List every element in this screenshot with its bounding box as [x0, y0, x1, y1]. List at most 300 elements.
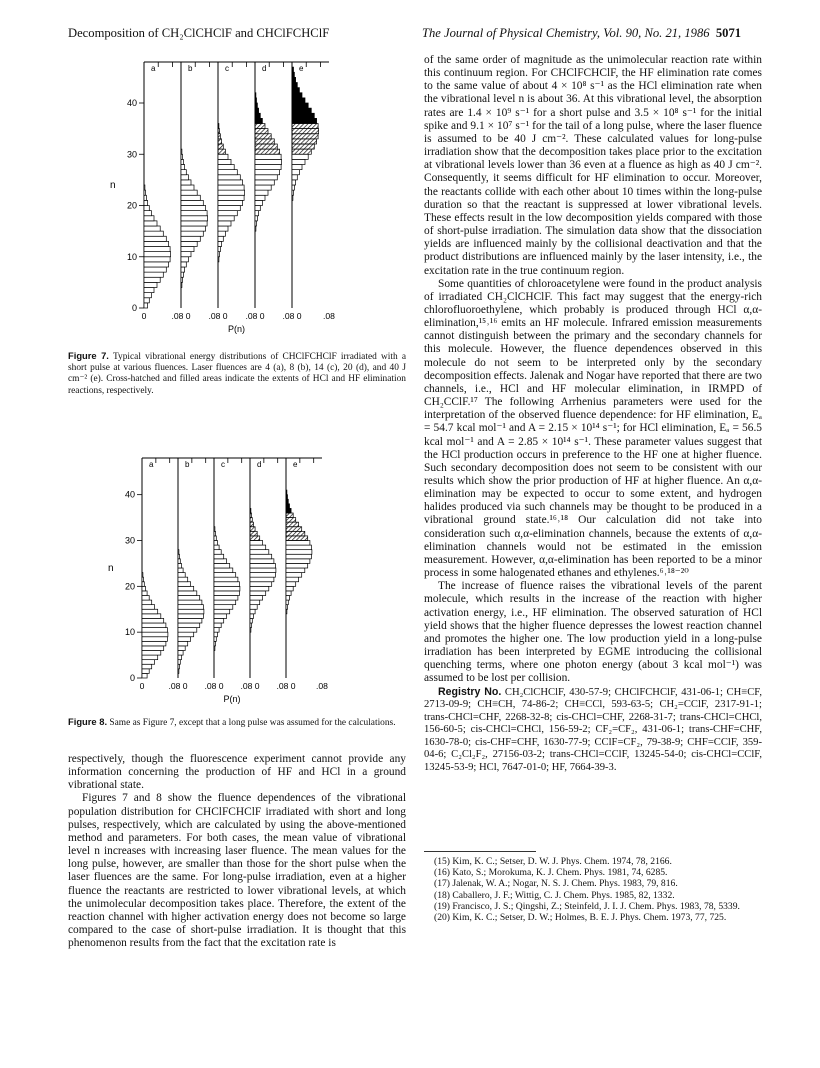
histogram-bar — [255, 113, 260, 118]
page-number: 5071 — [715, 26, 742, 40]
references-rule — [424, 851, 536, 852]
histogram-bar — [286, 522, 299, 527]
histogram-bar — [255, 154, 281, 159]
histogram-bar — [218, 139, 222, 144]
histogram-bar — [178, 651, 183, 656]
x-tick-label: .08 0 — [168, 681, 188, 691]
histogram-bar — [218, 211, 237, 216]
histogram-bar — [218, 216, 234, 221]
histogram-bar — [181, 195, 200, 200]
histogram-bar — [250, 614, 254, 619]
histogram-bar — [292, 67, 294, 72]
histogram-bar — [144, 226, 160, 231]
histogram-bar — [144, 262, 169, 267]
panel-label: e — [293, 460, 298, 469]
histogram-bar — [255, 200, 262, 205]
histogram-bar — [286, 508, 291, 513]
panel-label: c — [225, 64, 229, 73]
histogram-bar — [178, 641, 188, 646]
registry-text: CH₂ClCHClF, 430-57-9; CHClFCHClF, 431-06-1; CH≡CF, 2713-09-9; CH≡CH, 74-86-2; CH≡CCl, 593-63-5; CH₂=CClF, 2317-91-1; trans-CHCl=CHF, 2268-32-8; cis-CHCl=CHF, 2268-31-7; trans-CHCl=CHCl, 156-60-5; cis-CHCl=CHCl, 156-59-2; CF₂=CF₂, 431-06-1; trans-CHF=CHF, 1630-78-0; cis-CHF=CHF, 1630-77-9; CClF=CF₂, 79-38-9; CHF=CClF, 359-04-6; C₂Cl₂F₂, 27156-03-2; trans-CHCl=CClF, 13245-54-0; cis-CHCl=CClF, 13245-53-9; HCl, 7647-01-0; HF, 7664-39-3. — [424, 686, 762, 774]
histogram-bar — [178, 573, 185, 578]
histogram-bar — [292, 93, 302, 98]
histogram-bar — [250, 596, 263, 601]
histogram-bar — [218, 134, 220, 139]
histogram-bar — [144, 231, 163, 236]
histogram-bar — [255, 108, 259, 113]
histogram-bar — [142, 582, 144, 587]
panel-label: c — [221, 460, 225, 469]
histogram-bar — [142, 632, 168, 637]
histogram-bar — [142, 651, 161, 656]
histogram-bar — [218, 206, 240, 211]
histogram-bar — [181, 211, 207, 216]
histogram-bar — [144, 241, 169, 246]
histogram-bar — [218, 170, 237, 175]
histogram-bar — [181, 267, 185, 272]
histogram-bar — [292, 195, 293, 200]
histogram-bar — [255, 159, 282, 164]
histogram-bar — [214, 568, 233, 573]
histogram-bar — [218, 185, 244, 190]
histogram-bar — [255, 139, 274, 144]
histogram-bar — [214, 559, 227, 564]
histogram-bar — [292, 154, 308, 159]
histogram-bar — [142, 577, 144, 582]
panel-label: b — [188, 64, 193, 73]
histogram-bar — [286, 499, 288, 504]
histogram-bar — [218, 175, 240, 180]
histogram-bar — [286, 596, 290, 601]
histogram-bar — [214, 531, 216, 536]
histogram-bar — [181, 282, 182, 287]
panel-label: a — [151, 64, 156, 73]
histogram-bar — [292, 129, 319, 134]
histogram-bar — [144, 195, 146, 200]
histogram-bar — [144, 303, 148, 308]
histogram-bar — [181, 206, 206, 211]
histogram-bar — [144, 190, 146, 195]
histogram-bar — [214, 637, 216, 642]
histogram-bar — [255, 175, 277, 180]
x-tick-label: .08 0 — [240, 681, 260, 691]
histogram-bar — [255, 211, 259, 216]
histogram-bar — [292, 103, 308, 108]
x-tick-label: .08 0 — [171, 311, 191, 321]
figure-7-caption-text: Typical vibrational energy distributions of CHClFCHClF irradiated with a short pulse at various fluences. Laser fluences are 4 (a), 8 (b), 14 (c), 20 (d), and 40 J cm⁻² (e). Cross-hatched and filled areas indicate the extents of HCl and HF elimination reactions, respectively. — [68, 352, 406, 396]
histogram-bar — [250, 628, 251, 633]
histogram-bar — [178, 664, 180, 669]
running-header-right — [422, 26, 741, 41]
histogram-bar — [250, 577, 274, 582]
histogram-bar — [255, 195, 265, 200]
histogram-bar — [144, 252, 171, 257]
histogram-bar — [178, 646, 185, 651]
histogram-bar — [292, 180, 296, 185]
histogram-bar — [178, 596, 200, 601]
histogram-bar — [286, 536, 308, 541]
histogram-bar — [250, 573, 275, 578]
histogram-bar — [181, 277, 183, 282]
histogram-bar — [218, 180, 243, 185]
y-tick-label: 10 — [126, 251, 137, 262]
histogram-bar — [286, 573, 302, 578]
histogram-bar — [178, 559, 180, 564]
x-tick-label: .08 — [323, 311, 335, 321]
reference-item: (17) Jalenak, W. A.; Nogar, N. S. J. Chem. Phys. 1983, 79, 816. — [434, 878, 678, 890]
histogram-bar — [181, 165, 185, 170]
reference-item: (16) Kato, S.; Morokuma, K. J. Chem. Phys. 1981, 74, 6285. — [434, 867, 668, 879]
histogram-bar — [181, 236, 200, 241]
histogram-bar — [214, 646, 215, 651]
histogram-bar — [218, 247, 220, 252]
histogram-bar — [286, 554, 311, 559]
paragraph: of the same order of magnitude as the unimolecular reaction rate within this continuum region. For CHClFCHClF, the HF elimination rate comes to the same value of about 4 × 10⁸ s⁻¹ as the HCl elimination rate when the vibrational level n is about 36. At this vibrational level, the absorption rates are 1.4 × 10⁹ s⁻¹ for a short pulse and 3.5 × 10⁸ s⁻¹ for the initial spike and 9.1 × 10⁷ s⁻¹ for the tail of a long pulse, where the laser fluence is assumed to be 40 J cm⁻². These calculated values for long-pulse irradiation show that the decomposition takes place prior to the excitation at vibrational levels lower than 36 even at a fluence as high as 40 J cm⁻². Consequently, it seems difficult for HF elimination to occur. Moreover, the reactants collide with each other about 10 times within the long-pulse duration so that the reactant is suppressed at lower vibrational levels. These effects result in the low decomposition yields compared with those of short-pulse irradiation. The simulation data show that the dissociation yields are influenced mainly by the collisional deactivation and that the product distributions are influenced mainly by the laser intensity, i.e., the excitation rate in the true continuum region. — [424, 54, 762, 277]
histogram-bar — [292, 175, 297, 180]
histogram-bar — [292, 83, 297, 88]
histogram-bar — [178, 568, 183, 573]
histogram-bar — [255, 103, 257, 108]
histogram-bar — [178, 660, 180, 665]
histogram-bar — [214, 596, 238, 601]
histogram-bar — [144, 277, 160, 282]
histogram-bar — [181, 216, 208, 221]
histogram-bar — [142, 664, 152, 669]
histogram-bar — [142, 637, 167, 642]
histogram-bar — [178, 614, 203, 619]
y-tick-label: 0 — [129, 673, 135, 683]
histogram-bar — [255, 180, 274, 185]
histogram-bar — [142, 609, 158, 614]
histogram-bar — [292, 88, 299, 93]
x-tick-label: 0 — [139, 681, 145, 691]
x-axis-label: P(n) — [223, 694, 241, 704]
histogram-bar — [218, 154, 228, 159]
left-column-text — [68, 753, 406, 950]
histogram-bar — [178, 600, 202, 605]
histogram-bar — [250, 508, 251, 513]
histogram-bar — [250, 623, 252, 628]
histogram-bar — [214, 550, 221, 555]
histogram-bar — [142, 573, 143, 578]
histogram-bar — [144, 200, 148, 205]
histogram-bar — [181, 257, 188, 262]
histogram-bar — [178, 628, 197, 633]
y-tick-label: 0 — [131, 303, 137, 313]
histogram-bar — [178, 609, 204, 614]
histogram-bar — [218, 200, 243, 205]
histogram-bar — [250, 582, 272, 587]
histogram-bar — [181, 226, 206, 231]
figure-8-drawing — [108, 458, 328, 704]
histogram-bar — [250, 513, 252, 518]
panel-label: a — [149, 460, 154, 469]
histogram-bar — [142, 655, 158, 660]
histogram-bar — [181, 180, 191, 185]
histogram-bar — [250, 536, 260, 541]
histogram-bar — [218, 124, 219, 129]
histogram-bar — [178, 582, 191, 587]
histogram-bar — [178, 669, 179, 674]
histogram-bar — [255, 221, 257, 226]
histogram-bar — [250, 605, 257, 610]
figure-8-caption-text: Same as Figure 7, except that a long pulse was assumed for the calculations. — [109, 718, 396, 728]
histogram-bar — [218, 144, 223, 149]
figure-7-label: Figure 7. — [68, 350, 109, 361]
histogram-bar — [214, 582, 239, 587]
histogram-bar — [178, 637, 191, 642]
histogram-bar — [255, 190, 268, 195]
histogram-bar — [255, 134, 271, 139]
histogram-bar — [218, 241, 222, 246]
histogram-bar — [178, 623, 200, 628]
histogram-bar — [142, 605, 155, 610]
y-axis-label: n — [108, 563, 114, 574]
histogram-bar — [286, 541, 310, 546]
histogram-bar — [292, 98, 305, 103]
histogram-bar — [250, 527, 255, 532]
panel-label: d — [257, 460, 262, 469]
histogram-bar — [250, 522, 254, 527]
histogram-bar — [255, 144, 277, 149]
histogram-bar — [178, 577, 188, 582]
histogram-bar — [214, 591, 239, 596]
histogram-bar — [218, 252, 220, 257]
registry-label: Registry No. — [438, 685, 502, 698]
histogram-bar — [144, 298, 149, 303]
reference-item: (19) Francisco, J. S.; Qingshi, Z.; Steinfeld, J. I. J. Chem. Phys. 1983, 78, 5339. — [434, 900, 740, 912]
x-tick-label: .08 0 — [282, 311, 302, 321]
histogram-bar — [218, 221, 231, 226]
histogram-bar — [214, 536, 216, 541]
running-header-left: Decomposition of CH₂ClCHClF and CHClFCHClF — [68, 26, 330, 40]
histogram-bar — [286, 605, 288, 610]
histogram-bar — [218, 159, 231, 164]
histogram-bar — [255, 170, 280, 175]
histogram-bar — [142, 623, 166, 628]
y-tick-label: 10 — [124, 627, 135, 638]
histogram-bar — [142, 596, 149, 601]
histogram-bar — [255, 185, 271, 190]
histogram-bar — [142, 614, 161, 619]
histogram-bar — [142, 646, 164, 651]
histogram-bar — [292, 159, 305, 164]
histogram-bar — [181, 272, 183, 277]
figure-8-label: Figure 8. — [68, 716, 108, 727]
x-axis-label: P(n) — [227, 324, 246, 334]
histogram-bar — [144, 211, 151, 216]
histogram-bar — [142, 591, 147, 596]
reference-item: (20) Kim, K. C.; Setser, D. W.; Holmes, B. E. J. Phys. Chem. 1973, 77, 725. — [434, 912, 727, 924]
histogram-bar — [214, 586, 240, 591]
histogram-bar — [214, 609, 230, 614]
histogram-bar — [142, 586, 146, 591]
histogram-bar — [218, 195, 244, 200]
histogram-bar — [144, 272, 163, 277]
histogram-bar — [178, 563, 182, 568]
histogram-bar — [178, 605, 203, 610]
histogram-bar — [181, 159, 183, 164]
histogram-bar — [286, 577, 299, 582]
histogram-bar — [142, 600, 152, 605]
histogram-bar — [144, 206, 149, 211]
histogram-bar — [144, 282, 157, 287]
histogram-bar — [286, 559, 310, 564]
histogram-bar — [142, 641, 166, 646]
y-tick-label: 30 — [124, 535, 135, 546]
histogram-bar — [250, 568, 276, 573]
histogram-bar — [292, 77, 296, 82]
histogram-bar — [218, 231, 225, 236]
histogram-bar — [250, 545, 266, 550]
histogram-bar — [214, 614, 227, 619]
panel-label: e — [299, 64, 304, 73]
x-tick-label: .08 0 — [208, 311, 228, 321]
histogram-bar — [144, 185, 145, 190]
histogram-bar — [286, 609, 287, 614]
histogram-bar — [214, 628, 219, 633]
histogram-bar — [250, 518, 252, 523]
histogram-bar — [286, 527, 302, 532]
histogram-bar — [178, 591, 197, 596]
histogram-bar — [255, 165, 281, 170]
histogram-bar — [218, 129, 220, 134]
reference-item: (15) Kim, K. C.; Setser, D. W. J. Phys. Chem. 1974, 78, 2166. — [434, 856, 672, 867]
histogram-bar — [181, 200, 203, 205]
y-tick-label: 40 — [124, 489, 135, 500]
histogram-bar — [250, 600, 260, 605]
histogram-bar — [292, 118, 317, 123]
histogram-bar — [214, 605, 233, 610]
histogram-bar — [144, 247, 170, 252]
histogram-bar — [286, 545, 311, 550]
histogram-bar — [292, 108, 311, 113]
histogram-bar — [178, 550, 179, 555]
histogram-bar — [144, 288, 154, 293]
histogram-bar — [214, 554, 224, 559]
paragraph: Figures 7 and 8 show the fluence dependences of the vibrational population distribution for CHClFCHClF irradiated with short and long pulses, respectively, which are calculated by using the above-mentioned method and parameters. For both cases, the mean value of vibrational level n increases with increasing laser fluence. The mean values for the long pulse, however, are smaller than those for the short pulse when the laser fluences are the same. For long-pulse irradiation, even at a higher fluence the reactants are restricted to lower vibrational levels, at which the unimolecular decomposition takes place. Therefore, the extent of the reaction channel with higher activation energy does not become so large compared to the case of short-pulse irradiation. It is thought that this phenomenon results from the fact that the excitation rate is — [68, 792, 406, 950]
x-tick-label: 0 — [141, 311, 147, 321]
histogram-bar — [214, 541, 218, 546]
histogram-bar — [286, 568, 305, 573]
histogram-bar — [181, 185, 194, 190]
paragraph: respectively, though the fluorescence experiment cannot provide any information concerning the production of HF and HCl in a ground vibrational state. — [68, 753, 406, 792]
x-tick-label: .08 0 — [276, 681, 296, 691]
histogram-bar — [218, 149, 225, 154]
figure-7-drawing — [110, 62, 335, 334]
histogram-bar — [181, 231, 203, 236]
histogram-bar — [292, 170, 299, 175]
histogram-bar — [178, 554, 180, 559]
paragraph: Some quantities of chloroacetylene were found in the product analysis of irradiated CH₂ClCHClF. This fact may suggest that the energy-rich chlorofluoroethylene, which probably is produced through HCl α,α-elimination,¹⁵˒¹⁶ emits an HF molecule. Infrared emission measurements cannot distinguish between the primary and the secondary channels for this molecule. However, the fluence dependences observed in this molecule do not seem to be interpreted only by the secondary decomposition effects. Jalenak and Nogar have reported that there are two channels, i.e., HCl and HF molecular elimination, in IRMPD of CH₂CClF.¹⁷ The following Arrhenius parameters were used for the interpretation of the observed fluence dependence: for HF elimination, Eₐ = 54.7 kcal mol⁻¹ and A = 2.15 × 10¹⁴ s⁻¹; for HCl elimination, Eₐ = 56.5 kcal mol⁻¹ and A = 2.85 × 10¹⁴ s⁻¹. These parameter values suggest that the HCl production occurs in preference to the HF one at higher fluence. Such secondary decomposition does not seem to be consistent with our results which show the prior production of HF at higher fluence. An α,α-elimination may be expected to occur to some extent, and hydrogen halides produced via such channels may be thought to be produced in a vibrational ground state.¹⁶˒¹⁸ Our calculation did not take into consideration such α,α-elimination channels, because the extents of α,α-elimination channels would not be estimated in the emission measurement. However, α,α-elimination has been reported to be a minor process in some halogenated ethanes and ethylenes.⁶˒¹⁸⁻²⁰ — [424, 277, 762, 580]
histogram-bar — [218, 226, 228, 231]
histogram-bar — [144, 257, 170, 262]
histogram-bar — [178, 632, 194, 637]
histogram-bar — [286, 495, 288, 500]
histogram-bar — [144, 236, 166, 241]
histogram-bar — [286, 490, 287, 495]
histogram-bar — [218, 190, 245, 195]
registry-numbers — [424, 686, 762, 775]
histogram-bar — [286, 586, 293, 591]
histogram-bar — [178, 655, 182, 660]
histogram-bar — [250, 541, 263, 546]
histogram-bar — [292, 72, 294, 77]
histogram-bar — [292, 185, 294, 190]
x-tick-label: .08 0 — [204, 681, 224, 691]
histogram-bar — [250, 550, 269, 555]
histogram-bar — [218, 257, 219, 262]
y-tick-label: 40 — [126, 98, 137, 108]
histogram-bar — [181, 170, 186, 175]
histogram-bar — [178, 586, 194, 591]
histogram-bar — [144, 267, 166, 272]
histogram-bar — [250, 563, 275, 568]
histogram-bar — [142, 660, 155, 665]
histogram-bar — [292, 165, 302, 170]
figure-7-plot — [108, 56, 368, 346]
histogram-bar — [250, 586, 269, 591]
histogram-bar — [181, 190, 197, 195]
histogram-bar — [250, 554, 272, 559]
histogram-bar — [144, 221, 157, 226]
y-tick-label: 20 — [126, 200, 137, 211]
histogram-bar — [181, 154, 183, 159]
histogram-bar — [214, 600, 236, 605]
histogram-bar — [286, 518, 296, 523]
histogram-bar — [178, 618, 202, 623]
histogram-bar — [286, 591, 291, 596]
reference-item: (18) Caballero, J. F.; Wittig, C. J. Chem. Phys. 1985, 82, 1332. — [434, 889, 675, 901]
histogram-bar — [286, 504, 290, 509]
histogram-bar — [144, 216, 154, 221]
histogram-bar — [292, 149, 311, 154]
references — [424, 851, 762, 923]
x-tick-label: .08 0 — [245, 311, 265, 321]
histogram-bar — [255, 226, 256, 231]
histogram-bar — [292, 144, 314, 149]
histogram-bar — [286, 513, 293, 518]
histogram-bar — [255, 98, 257, 103]
histogram-bar — [142, 628, 167, 633]
histogram-bar — [255, 149, 280, 154]
y-tick-label: 30 — [126, 149, 137, 160]
histogram-bar — [255, 118, 262, 123]
histogram-bar — [142, 669, 149, 674]
histogram-bar — [181, 149, 182, 154]
right-column-text — [424, 54, 762, 775]
histogram-bar — [255, 216, 257, 221]
histogram-bar — [181, 252, 191, 257]
histogram-bar — [214, 573, 236, 578]
histogram-bar — [250, 531, 257, 536]
histogram-bar — [181, 247, 194, 252]
panel-label: b — [185, 460, 190, 469]
histogram-bar — [214, 641, 216, 646]
histogram-bar — [286, 563, 308, 568]
figure-8-caption — [68, 716, 406, 729]
histogram-bar — [214, 527, 215, 532]
histogram-bar — [218, 165, 234, 170]
histogram-bar — [181, 175, 188, 180]
histogram-bar — [255, 93, 256, 98]
histogram-bar — [142, 618, 164, 623]
histogram-bar — [255, 129, 268, 134]
y-tick-label: 20 — [124, 581, 135, 592]
histogram-bar — [144, 293, 151, 298]
histogram-bar — [286, 531, 305, 536]
histogram-bar — [214, 545, 219, 550]
histogram-bar — [255, 206, 260, 211]
